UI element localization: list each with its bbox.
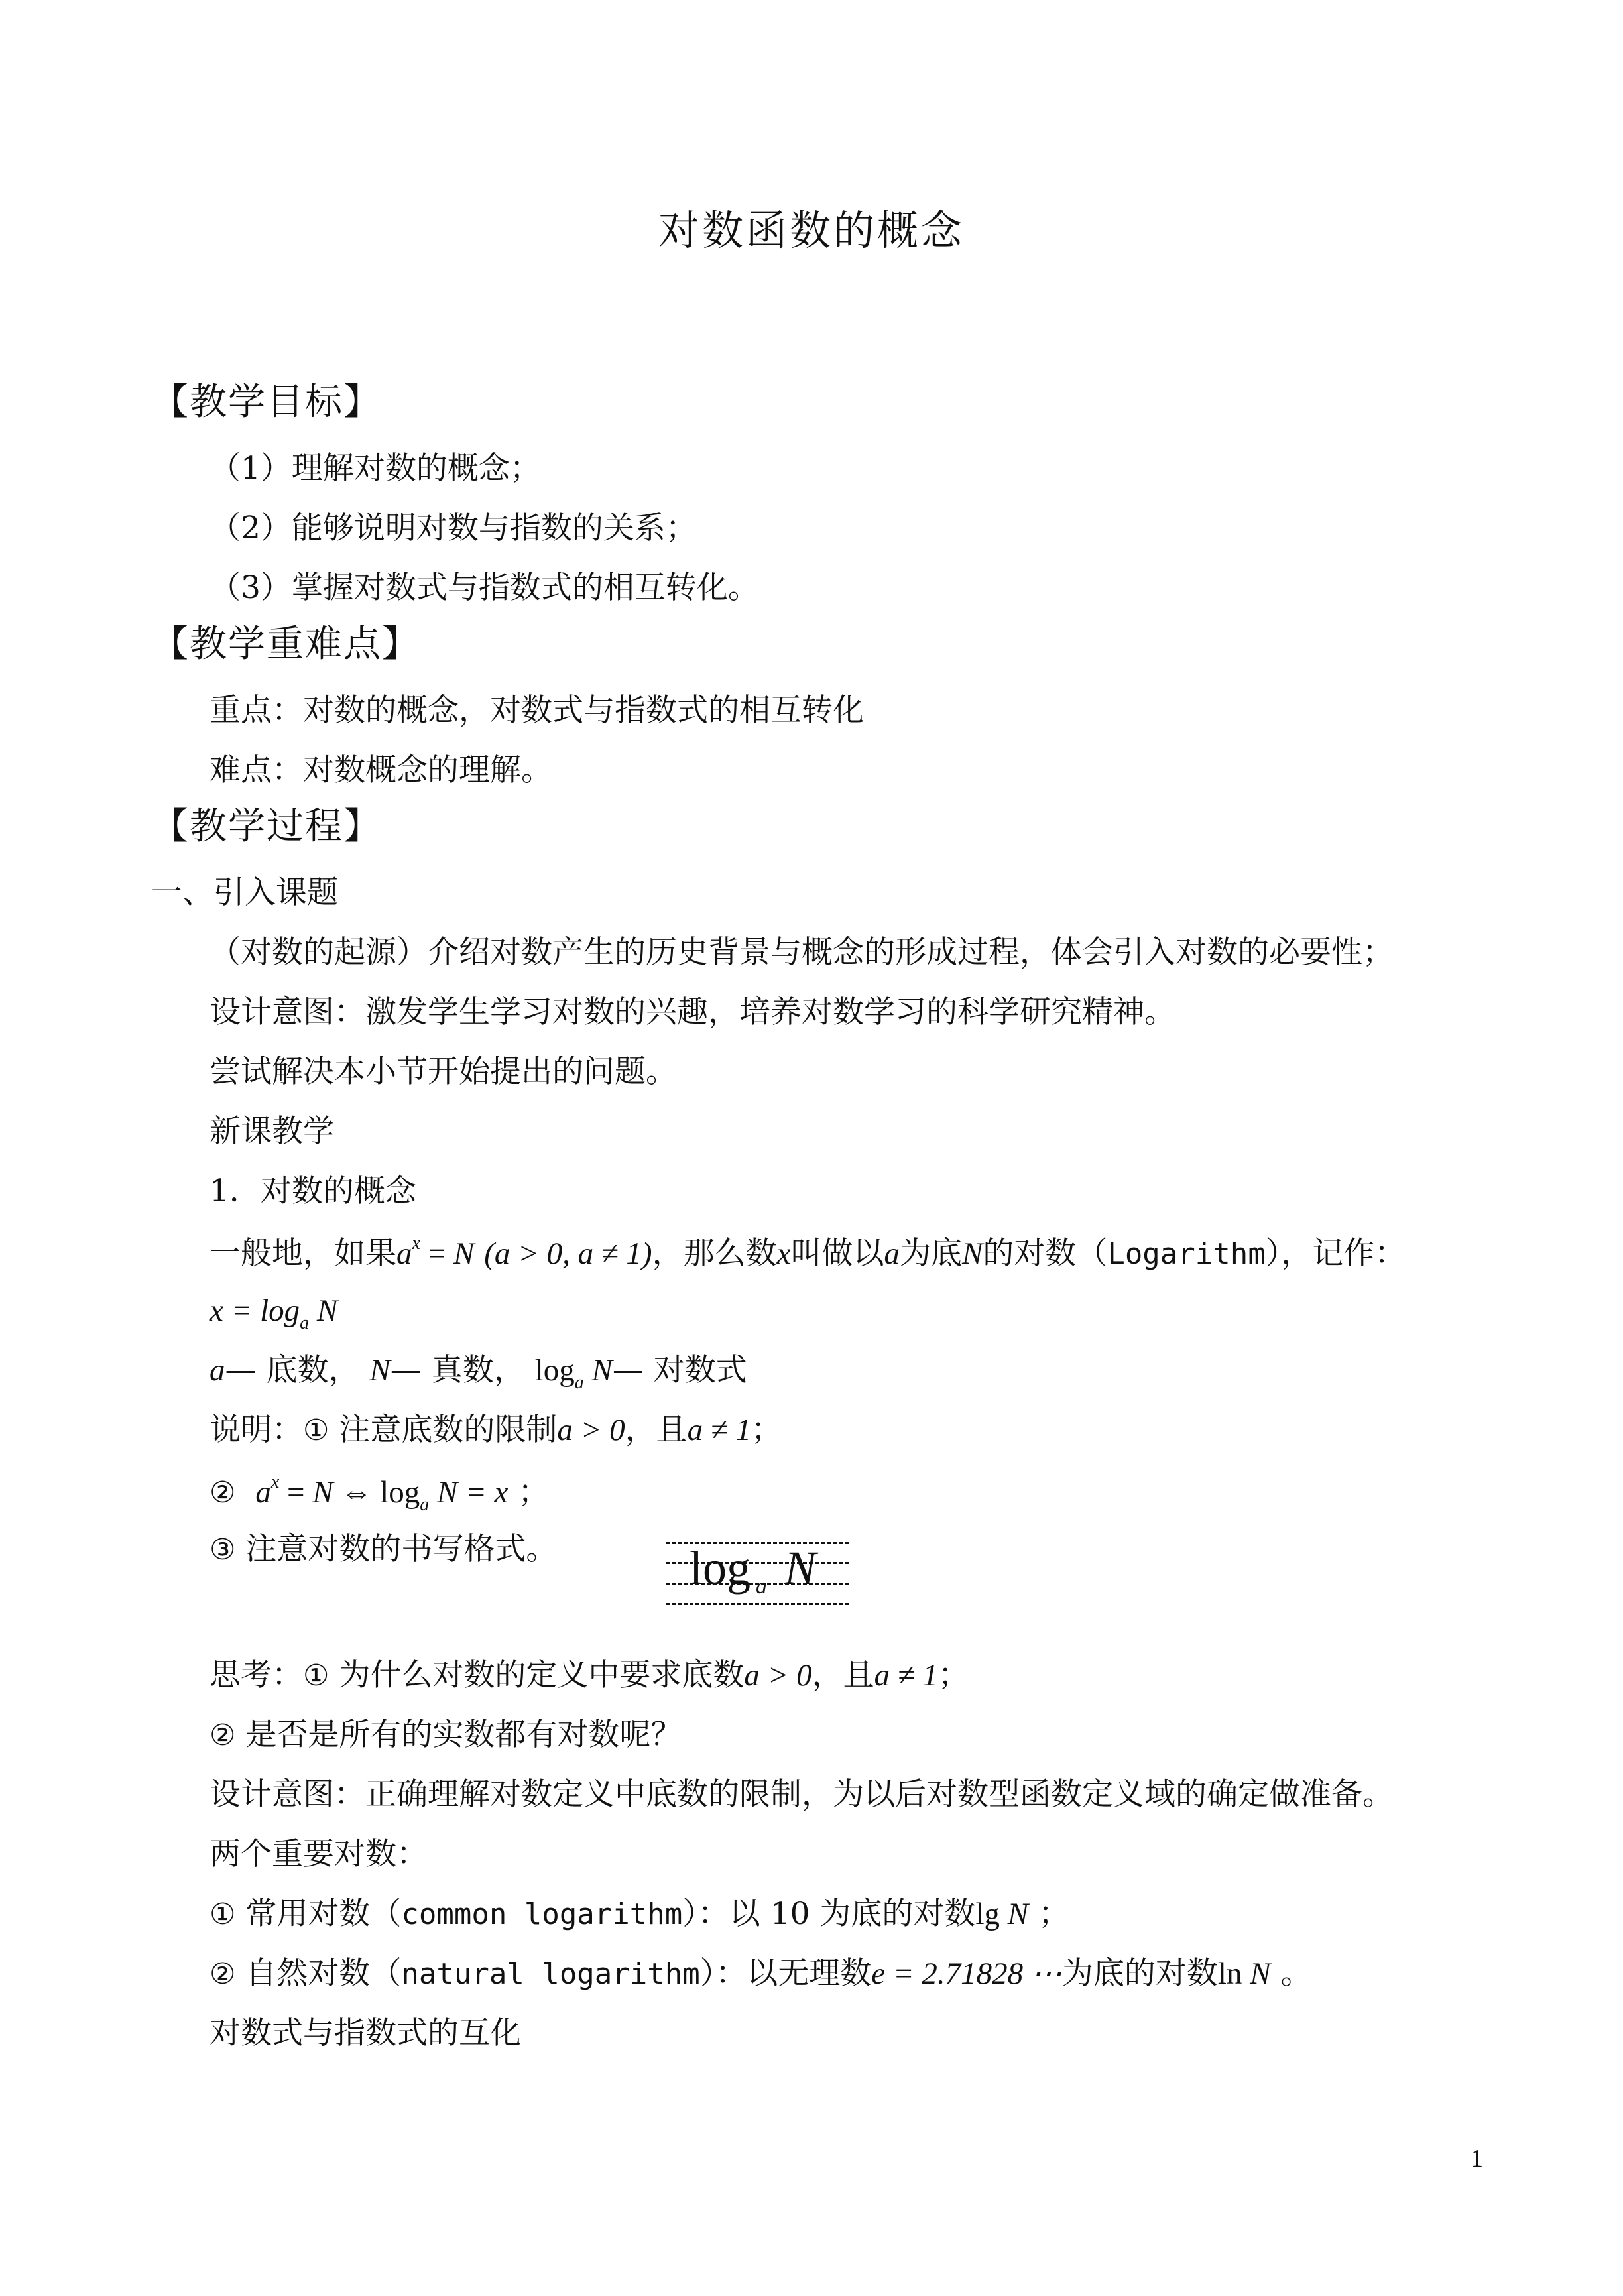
difficulty-text: 难点：对数概念的理解。 [210, 752, 552, 788]
term-n: N [369, 1353, 391, 1388]
var-n: N [961, 1237, 983, 1271]
guide-line-bottom [666, 1603, 849, 1605]
common-log-b: ）：以 10 为底的对数 [682, 1896, 976, 1932]
natural-log-b: ）：以无理数 [699, 1955, 872, 1992]
formula-a: a [396, 1237, 412, 1271]
note2-end: ； [518, 1474, 550, 1510]
note2-a: a [255, 1475, 271, 1510]
new-lesson-label: 新课教学 [210, 1113, 334, 1150]
var-a: a [884, 1237, 900, 1271]
process-heading: 【教学过程】 [151, 805, 382, 848]
definition-suffix: 的对数（ [983, 1235, 1108, 1272]
two-logs-label: 两个重要对数： [210, 1836, 428, 1872]
note1-end: ； [751, 1412, 782, 1448]
var-x: x [776, 1237, 791, 1271]
definition-prefix: 一般地，如果 [210, 1235, 396, 1272]
definition-condition: (a > 0, a ≠ 1) [484, 1237, 652, 1271]
note2-formula: ⇔ log [341, 1475, 420, 1510]
note3-text: 注意对数的书写格式。 [245, 1531, 558, 1567]
log-writing-format-figure [666, 1537, 849, 1606]
design-intent: 设计意图：正确理解对数定义中底数的限制，为以后对数型函数定义域的确定做准备。 [210, 1776, 1394, 1813]
objective-item: （1）理解对数的概念； [210, 450, 541, 487]
think1-end: ； [937, 1657, 969, 1693]
think-prefix: 思考： [210, 1657, 303, 1693]
term-a: a [210, 1353, 225, 1388]
note-line-2 [210, 1472, 549, 1516]
formula-eq: = [420, 1237, 453, 1271]
definition-end: ），记作： [1265, 1235, 1406, 1272]
think1-cond1: a > 0 [744, 1658, 812, 1693]
design-intent: 设计意图：激发学生学习对数的兴趣，培养对数学习的科学研究精神。 [210, 994, 1175, 1030]
note2-base: a [420, 1494, 430, 1515]
try-text: 尝试解决本小节开始提出的问题。 [210, 1054, 677, 1090]
common-log-line [210, 1896, 1069, 1932]
lg-symbol: lg [975, 1897, 1000, 1931]
definition-mid2: 叫做以 [790, 1235, 884, 1272]
page-number: 1 [1471, 2145, 1483, 2173]
ln-symbol: ln [1217, 1957, 1242, 1991]
keypoint-text: 重点：对数的概念，对数式与指数式的相互转化 [210, 692, 864, 729]
note1-cond1: a > 0 [557, 1413, 625, 1447]
definition-word: Logarithm [1107, 1237, 1266, 1271]
terms-line [210, 1353, 747, 1394]
definition-formula [210, 1293, 337, 1334]
lg-n: N [1000, 1897, 1029, 1931]
part-heading: 一、引入课题 [151, 875, 338, 911]
note-prefix: 说明： [210, 1412, 303, 1448]
definition-line [210, 1233, 1406, 1272]
concept-title: 1．对数的概念 [210, 1173, 416, 1209]
note1-mid: ，且 [625, 1412, 688, 1448]
circled-two-icon: ② [210, 1957, 236, 1991]
circled-one-icon: ① [303, 1659, 330, 1693]
term-log-desc: — 对数式 [612, 1352, 747, 1388]
note2-n: N [312, 1475, 341, 1510]
formula-base-a: a [300, 1313, 310, 1333]
common-log-en: common logarithm [401, 1898, 683, 1931]
common-log-end: ； [1038, 1896, 1070, 1932]
formula-log-n: N [316, 1294, 338, 1328]
objectives-heading: 【教学目标】 [151, 381, 382, 424]
origin-paragraph: （对数的起源）介绍对数产生的历史背景与概念的形成过程，体会引入对数的必要性； [210, 934, 1394, 971]
term-log-n: N [583, 1353, 613, 1388]
common-log-a: 常用对数（ [245, 1896, 402, 1932]
natural-log-c: 为底的对数 [1061, 1955, 1218, 1992]
circled-three-icon: ③ [210, 1533, 236, 1567]
formula-exp-x: x [412, 1233, 420, 1254]
page-title: 对数函数的概念 [658, 206, 965, 255]
definition-mid1: ，那么数 [652, 1235, 777, 1272]
objective-item: （2）能够说明对数与指数的关系； [210, 510, 697, 546]
term-n-desc: — 真数， [390, 1352, 525, 1388]
euler-e: e = 2.71828 ⋯ [871, 1957, 1062, 1991]
formula-log-lhs: x = log [210, 1294, 300, 1328]
objective-item: （3）掌握对数式与指数式的相互转化。 [210, 570, 759, 606]
natural-log-a: 自然对数（ [245, 1955, 402, 1992]
conversion-label: 对数式与指数式的互化 [210, 2015, 521, 2051]
natural-log-en: natural logarithm [401, 1957, 700, 1991]
think1-cond2: a ≠ 1 [874, 1658, 938, 1693]
note1-text: 注意底数的限制 [339, 1412, 558, 1448]
think-line-2 [210, 1717, 682, 1753]
term-log-base: a [574, 1372, 584, 1393]
think2-text: 是否是所有的实数都有对数呢？ [245, 1717, 682, 1753]
circled-two-icon: ② [210, 1476, 236, 1510]
keypoints-heading: 【教学重难点】 [151, 623, 420, 666]
think1-mid: ，且 [812, 1657, 874, 1693]
note1-cond2: a ≠ 1 [687, 1413, 751, 1447]
circled-two-icon: ② [210, 1719, 236, 1752]
natural-log-line [210, 1956, 1311, 1992]
note2-rhs: N = x [429, 1475, 509, 1510]
log-format-text: log a N [690, 1541, 817, 1599]
term-a-desc: — 底数， [225, 1352, 360, 1388]
note2-eq: = [279, 1475, 313, 1510]
natural-log-end: 。 [1280, 1955, 1312, 1992]
note2-exp: x [270, 1472, 280, 1492]
definition-mid3: 为底 [899, 1235, 962, 1272]
circled-one-icon: ① [303, 1414, 330, 1447]
ln-n: N [1242, 1957, 1271, 1991]
think-line-1 [210, 1658, 969, 1693]
think1-text: 为什么对数的定义中要求底数 [339, 1657, 745, 1693]
note-line-1 [210, 1412, 782, 1448]
formula-n: N [453, 1237, 475, 1271]
note-line-3 [210, 1532, 557, 1567]
term-log: log [534, 1353, 575, 1388]
circled-one-icon: ① [210, 1898, 236, 1931]
